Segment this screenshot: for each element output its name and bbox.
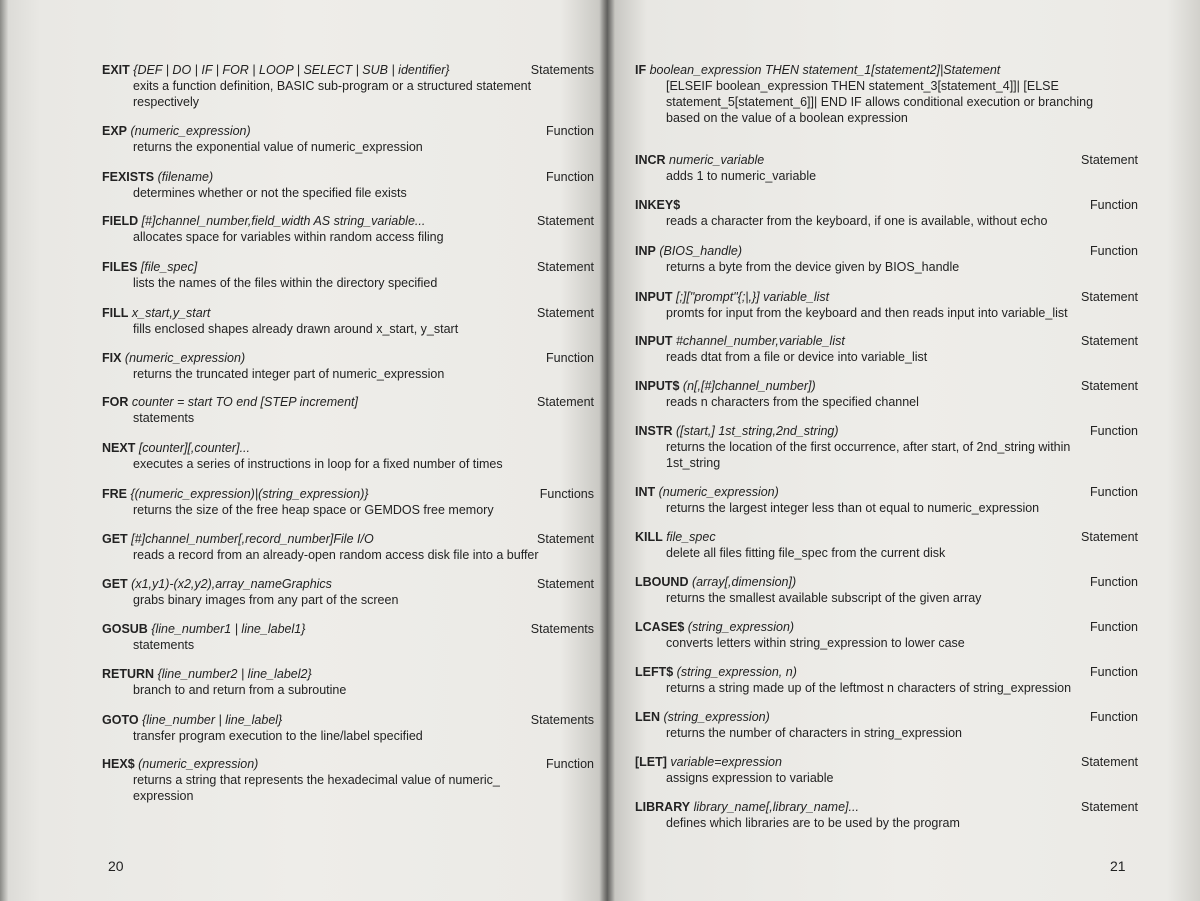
entry [102,259,594,291]
page-number-left: 20 [108,858,124,874]
entry-category: Function [1090,620,1138,634]
entry-category: Statement [1081,530,1138,544]
entry-keyword: FOR [102,395,129,409]
entry [635,709,1138,741]
entry-description: returns the smallest available subscript of the given array [666,591,982,605]
entry-description: grabs binary images from any part of the screen [133,593,399,607]
right-page [607,0,1200,901]
entry-heading [635,333,1138,349]
entry-heading [102,259,594,275]
entry-description: delete all files fitting file_spec from the current disk [666,546,946,560]
entry-heading [102,394,594,410]
entry-description: determines whether or not the specified file exists [133,186,407,200]
entry-heading [102,486,594,502]
entry-keyword: GET [102,532,128,546]
entry-heading [635,378,1138,394]
entry-description: returns the exponential value of numeric_expression [133,140,423,154]
entry [102,531,594,563]
entry-description: statements [133,638,195,652]
entry-category: Statement [1081,290,1138,304]
entry-syntax: {DEF | DO | IF | FOR | LOOP | SELECT | SUB | identifier} [129,63,450,77]
entry-syntax: counter = start TO end [STEP increment] [128,395,359,409]
entry-category: Statement [537,532,594,546]
entry [635,574,1138,606]
entry-heading [635,529,1138,545]
entry-category: Statement [537,260,594,274]
entry-keyword: FILL [102,306,129,320]
entry-heading [635,289,1138,305]
entry-keyword: LEN [635,710,660,724]
entry-keyword: HEX$ [102,757,135,771]
entry-syntax: {(numeric_expression)|(string_expression)} [127,487,369,501]
entry-syntax: (x1,y1)-(x2,y2),array_nameGraphics [127,577,332,591]
entry-category: Function [546,170,594,184]
entry-heading [102,666,594,682]
entry-syntax: {line_number | line_label} [138,713,283,727]
entry-keyword: [LET] [635,755,667,769]
entry-category: Function [1090,424,1138,438]
entry-keyword: INPUT$ [635,379,680,393]
entry-description: [ELSEIF boolean_expression THEN statement_3[statement_4]]| [ELSE statement_5[statement_6]]| END IF allows conditional execution or branching based on the value of a boolean expression [666,79,1094,125]
entry-description: fills enclosed shapes already drawn around x_start, y_start [133,322,459,336]
entry-syntax: file_spec [662,530,716,544]
entry-syntax: [#]channel_number[,record_number]File I/O [127,532,374,546]
entry-syntax: [file_spec] [137,260,198,274]
entry-syntax: (numeric_expression) [655,485,779,499]
entry-heading [102,123,594,139]
entry-keyword: RETURN [102,667,155,681]
entry-keyword: GET [102,577,128,591]
entry [102,62,594,110]
entry-heading [635,197,1138,213]
entry-syntax: (numeric_expression) [127,124,251,138]
entry [635,799,1138,831]
entry-category: Function [1090,575,1138,589]
entry-syntax: (string_expression, n) [673,665,797,679]
entry-heading [635,619,1138,635]
entry [635,529,1138,561]
entry-keyword: INPUT [635,290,673,304]
book-fold [599,0,615,901]
entry-heading [102,712,594,728]
entry-category: Statement [1081,755,1138,769]
entry-description: transfer program execution to the line/label specified [133,729,423,743]
entry [102,712,594,744]
entry-category: Statement [537,306,594,320]
entry-heading [635,754,1138,770]
entry-description: exits a function definition, BASIC sub-program or a structured statement respectively [133,79,532,109]
entry-syntax: (string_expression) [660,710,770,724]
entry-keyword: NEXT [102,441,136,455]
entry-syntax: (numeric_expression) [121,351,246,365]
entry-heading [635,709,1138,725]
entry-description: allocates space for variables within random access filing [133,230,444,244]
entry-heading [102,756,594,772]
entry-category: Function [546,351,594,365]
entry-syntax: {line_number2 | line_label2} [154,667,312,681]
entry-category: Statements [530,713,594,727]
entry-description: returns the location of the first occurrence, after start, of 2nd_string within 1st_string [666,440,1071,470]
entry-syntax: (numeric_expression) [134,757,259,771]
entry-keyword: INKEY$ [635,198,681,212]
entry-keyword: FRE [102,487,127,501]
entry-heading [102,62,594,78]
entry-heading [102,305,594,321]
entry-syntax: #channel_number,variable_list [672,334,845,348]
entry-keyword: EXIT [102,63,130,77]
entry-category: Statement [537,214,594,228]
entry-description: reads a character from the keyboard, if one is available, without echo [666,214,1048,228]
entry-description: returns a string that represents the hexadecimal value of numeric_ expression [133,773,500,803]
entry-keyword: GOTO [102,713,139,727]
entry-syntax: variable=expression [666,755,782,769]
entry-category: Statement [1081,800,1138,814]
entry [635,378,1138,410]
entry [102,440,594,472]
entry-description: defines which libraries are to be used by the program [666,816,960,830]
entry-description: returns the truncated integer part of numeric_expression [133,367,445,381]
entry-description: promts for input from the keyboard and then reads input into variable_list [666,306,1068,320]
entry-syntax: [counter][,counter]... [135,441,250,455]
entry-heading [635,664,1138,680]
entry-description: reads n characters from the specified channel [666,395,919,409]
entry-category: Statements [530,622,594,636]
entry [102,213,594,245]
entry [102,123,594,155]
entry-keyword: LCASE$ [635,620,685,634]
entry-description: branch to and return from a subroutine [133,683,347,697]
entry [635,197,1138,229]
entry-keyword: FIX [102,351,122,365]
entry-description: returns a byte from the device given by BIOS_handle [666,260,960,274]
entry-keyword: LIBRARY [635,800,691,814]
entry-category: Functions [539,487,594,501]
entry [102,576,594,608]
entry-heading [635,62,1138,78]
entry-description: assigns expression to variable [666,771,834,785]
entry-heading [635,799,1138,815]
entry [102,305,594,337]
entry-description: returns the largest integer less than ot equal to numeric_expression [666,501,1040,515]
entry-heading [102,531,594,547]
entry-heading [102,576,594,592]
entry-keyword: INT [635,485,656,499]
entry-heading [102,350,594,366]
entry-keyword: LEFT$ [635,665,674,679]
entry [102,486,594,518]
entry-keyword: FILES [102,260,138,274]
entry-category: Statement [537,395,594,409]
entry [635,754,1138,786]
entry-syntax: x_start,y_start [128,306,211,320]
entry-description: reads dtat from a file or device into variable_list [666,350,928,364]
entry-category: Function [546,124,594,138]
entry-heading [635,243,1138,259]
entry-heading [102,213,594,229]
entry [102,621,594,653]
page-number-right: 21 [1110,858,1126,874]
entry-syntax: (array[,dimension]) [688,575,797,589]
entry-keyword: LBOUND [635,575,689,589]
entry [635,664,1138,696]
entry-keyword: IF [635,63,647,77]
entry-description: lists the names of the files within the directory specified [133,276,438,290]
entry-description: statements [133,411,195,425]
entry-heading [635,574,1138,590]
entry-category: Function [1090,198,1138,212]
entry-syntax: (filename) [154,170,214,184]
entry-description: returns the size of the free heap space or GEMDOS free memory [133,503,494,517]
entry-keyword: GOSUB [102,622,148,636]
entry-heading [102,440,594,456]
entry-keyword: INCR [635,153,666,167]
entry-category: Function [1090,485,1138,499]
entry-category: Statement [1081,153,1138,167]
entry-description: adds 1 to numeric_variable [666,169,817,183]
entry [635,333,1138,365]
entry-category: Statement [1081,379,1138,393]
entry [102,169,594,201]
entry-category: Function [1090,710,1138,724]
entry [102,756,594,804]
entry-syntax: {line_number1 | line_label1} [147,622,306,636]
entry [102,394,594,426]
entry [102,350,594,382]
entry-syntax: ([start,] 1st_string,2nd_string) [672,424,839,438]
entry-heading [635,484,1138,500]
entry-syntax: boolean_expression THEN statement_1[statement2]|Statement [646,63,1001,77]
entry-syntax: numeric_variable [665,153,765,167]
entry-keyword: INP [635,244,656,258]
entry [635,619,1138,651]
entry-syntax: (n[,[#]channel_number]) [679,379,816,393]
entry-description: returns the number of characters in string_expression [666,726,962,740]
entry [102,666,594,698]
entry-description: executes a series of instructions in loop for a fixed number of times [133,457,503,471]
entry [635,152,1138,184]
entry [635,423,1138,471]
entry-category: Statements [530,63,594,77]
entry-keyword: FEXISTS [102,170,155,184]
entry-heading [102,621,594,637]
entry-keyword: KILL [635,530,663,544]
entry-category: Function [1090,665,1138,679]
entry-keyword: INPUT [635,334,673,348]
entry-category: Statement [537,577,594,591]
entry-keyword: INSTR [635,424,673,438]
entry-syntax: (BIOS_handle) [655,244,743,258]
entry-syntax: [#]channel_number,field_width AS string_variable... [138,214,426,228]
entry [635,484,1138,516]
entry-keyword: EXP [102,124,128,138]
entry-category: Function [1090,244,1138,258]
entry-heading [635,152,1138,168]
entry-syntax: [;]["prompt"{;|,}] variable_list [672,290,830,304]
entry-description: returns a string made up of the leftmost n characters of string_expression [666,681,1072,695]
entry-syntax: library_name[,library_name]... [690,800,859,814]
entry-category: Statement [1081,334,1138,348]
entry-syntax: (string_expression) [684,620,795,634]
entry [635,289,1138,321]
entry [635,243,1138,275]
entry-keyword: FIELD [102,214,139,228]
entry-category: Function [546,757,594,771]
entry [635,62,1138,126]
entry-heading [635,423,1138,439]
entry-heading [102,169,594,185]
entry-description: converts letters within string_expression to lower case [666,636,965,650]
page-edge [0,0,8,901]
entry-description: reads a record from an already-open random access disk file into a buffer [133,548,539,562]
